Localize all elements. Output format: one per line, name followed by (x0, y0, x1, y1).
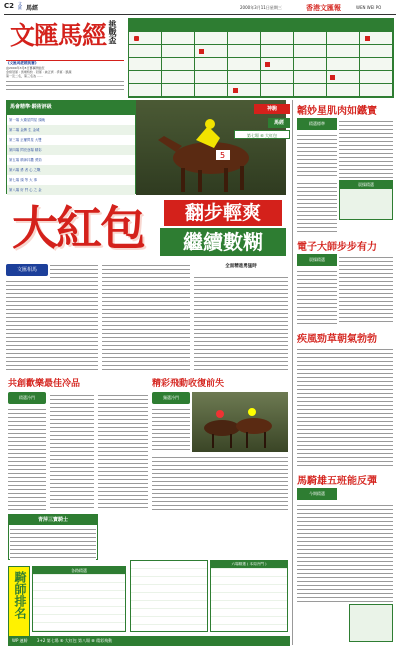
mark (134, 36, 139, 41)
mark (199, 49, 204, 54)
left-selection-table (32, 566, 126, 632)
footer-bar (8, 636, 290, 646)
body-text (6, 278, 98, 370)
hero-headline: 大紅包 (12, 201, 144, 255)
right-text (297, 180, 337, 232)
results-row: 第八場 好 鬥 心 之 金 (7, 185, 135, 195)
right-text (339, 254, 393, 324)
vertical-banner-text: 騎師排名 (13, 571, 27, 619)
right-text (297, 346, 393, 466)
caption-tag: 馬經 (268, 118, 290, 128)
results-row: 第二場 金牌 生 金城 (7, 125, 135, 135)
sub-headline: 全面精進勇猛時 (225, 264, 257, 269)
left-headline: 共創歡樂最佳冷品 (8, 379, 81, 389)
right-headline: 疾風勁草朝氣勃勃 (297, 334, 377, 345)
race-label-bar: 馬會精準‧騎術評級 (6, 100, 136, 114)
date-line: 2000年3月11日星期三 (240, 5, 282, 10)
jockey-title: 青萍三寶騎士 (9, 515, 97, 525)
body-text (8, 406, 46, 510)
vertical-banner (8, 566, 30, 640)
right-box (339, 180, 393, 220)
footer-mid: 3+2 第七場 ⑥ 大紅包 第八場 ⑧ 精彩飛動 (36, 638, 113, 643)
right-text (339, 118, 393, 178)
right-tag: 晨操精選 (297, 254, 337, 266)
left-table-title: 各路精選 (33, 567, 125, 574)
masthead (10, 18, 120, 58)
page-header (4, 2, 396, 15)
body-text (50, 392, 94, 510)
promo-body (6, 78, 124, 92)
page-number: C2 (4, 2, 15, 10)
results-table (6, 114, 136, 194)
mark (265, 62, 270, 67)
right-headline: 馬騎雄五班能反彈 (297, 476, 377, 487)
right-text (297, 502, 393, 602)
right-selection-table (210, 560, 288, 632)
right-text (297, 132, 337, 178)
horse-racing-image (136, 100, 286, 195)
body-text (50, 262, 98, 278)
right-tag: 今期精選 (297, 488, 337, 500)
body-text (98, 392, 148, 510)
article-tag: 文匯相馬 (6, 264, 48, 276)
brand-en: WEN WEI PO (356, 5, 382, 10)
results-row: 第三場 正權閃星 大雙 (9, 138, 42, 142)
right-headline-mid: 精彩飛動收復前失 (152, 379, 225, 389)
hero-subhead: 繼續數糊 (160, 228, 286, 256)
hero-subhead: 翻步輕爽 (164, 200, 282, 226)
right-tag: 精選標準 (297, 118, 337, 130)
right-headline: 電子大師步步有力 (297, 242, 377, 253)
ranking-grid (128, 18, 394, 98)
results-row: 第七場 頭 等 大 事 (9, 178, 38, 182)
footer-left: WP 連勝 (12, 638, 28, 643)
right-column (292, 100, 397, 645)
mark (233, 88, 238, 93)
left-tag: 精選冷門 (8, 392, 46, 404)
promo-line: 金榜冠軍 : 馬場特約 · 冠軍 : 純正貢 · 季軍 : 凱龍 (6, 70, 72, 74)
body-text (152, 406, 190, 450)
brand-logo: 香港文匯報 (306, 4, 341, 12)
body-text (194, 274, 288, 370)
promo-box (6, 60, 124, 99)
right-bottom-box (349, 604, 393, 642)
right-box-tag: 晨操精選 (340, 181, 392, 189)
section-name: 馬經 (26, 5, 39, 12)
right-tag-mid: 獨選冷門 (152, 392, 190, 404)
horse-photo (136, 100, 286, 195)
promo-line: 由2000年3月8日賽事開始至 (6, 66, 45, 70)
right-text (297, 268, 337, 324)
mid-selection-table (130, 560, 208, 632)
race-photo (192, 392, 288, 452)
masthead-vertical: 挑戰盃 (108, 20, 118, 44)
results-row: 第五場 精神抖擻 勇勁 (9, 158, 42, 162)
svg-text:5: 5 (220, 151, 226, 160)
caption-tag: 神駒 (254, 104, 290, 114)
results-row: 第六場 勇 者 心 之戰 (7, 165, 135, 175)
results-row: 第一場 大衛星閃星 頭晚 (9, 118, 46, 122)
results-row: 第四場 閃亮登場 精彩 (7, 145, 135, 155)
masthead-title: 文匯馬經 (10, 21, 107, 50)
right-headline: 韜妙星肌肉如鐵實 (297, 106, 377, 117)
photo-caption: 第七場 ⑥ 大紅包 (234, 130, 290, 139)
section-mark: 文 匯 (18, 1, 22, 10)
mark (365, 36, 370, 41)
right-table-title: 六場精選 ( 本周冷門 ) (211, 561, 287, 568)
grid-header (129, 19, 393, 31)
jockey-list (10, 526, 96, 560)
race-image (192, 392, 288, 452)
body-text (102, 262, 190, 370)
body-text (152, 454, 288, 510)
promo-title: 《文匯馬經精挑賽》 (6, 61, 39, 65)
mark (330, 75, 335, 80)
promo-line: 第一及二名，第三名為 …… (6, 74, 43, 78)
jockey-box (8, 514, 98, 560)
